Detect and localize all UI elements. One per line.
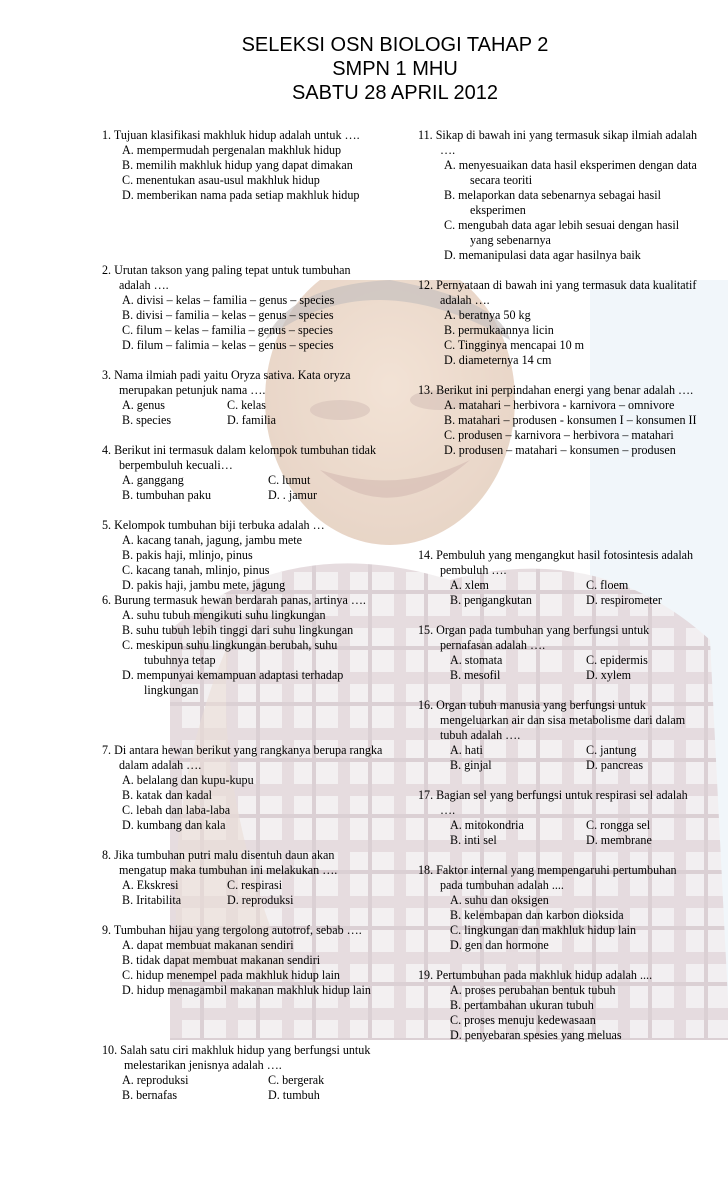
option-c: C. menentukan asau-usul makhluk hidup <box>122 173 320 187</box>
question-11 <box>418 128 698 263</box>
option-b: B. tumbuhan paku <box>122 488 212 502</box>
question-stem: 19. Pertumbuhan pada makhluk hidup adalah .... <box>418 968 653 982</box>
option-b: B. ginjal <box>450 758 492 772</box>
option-c: C. produsen – karnivora – herbivora – matahari <box>444 428 674 442</box>
option-d: D. pakis haji, jambu mete, jagung <box>122 578 286 592</box>
option-d: D. respirometer <box>586 593 662 607</box>
school-name: SMPN 1 MHU <box>332 58 458 80</box>
question-stem: 10. Salah satu ciri makhluk hidup yang berfungsi untuk melestarikan jenisnya adalah …. <box>102 1043 371 1072</box>
question-stem: 13. Berikut ini perpindahan energi yang benar adalah …. <box>418 383 694 397</box>
option-a: A. kacang tanah, jagung, jambu mete <box>122 533 303 547</box>
question-18 <box>418 863 698 953</box>
question-stem: 5. Kelompok tumbuhan biji terbuka adalah … <box>102 518 325 532</box>
option-b: B. matahari – produsen - konsumen I – konsumen II <box>444 413 697 427</box>
option-a: A. beratnya 50 kg <box>444 308 531 322</box>
option-d: D. xylem <box>586 668 632 682</box>
question-stem: 16. Organ tubuh manusia yang berfungsi untuk mengeluarkan air dan sisa metabolisme dari dalam tubuh adalah …. <box>418 698 686 742</box>
question-stem: 1. Tujuan klasifikasi makhluk hidup adalah untuk …. <box>102 128 360 142</box>
question-4 <box>102 443 384 503</box>
question-stem: 14. Pembuluh yang mengangkut hasil fotosintesis adalah pembuluh …. <box>418 548 694 577</box>
question-stem: 8. Jika tumbuhan putri malu disentuh daun akan mengatup maka tumbuhan ini melakukan …. <box>102 848 338 877</box>
option-d: D. familia <box>227 413 277 427</box>
option-d: D. hidup menagambil makanan makhluk hidup lain <box>122 983 371 997</box>
option-d: D. reproduksi <box>227 893 294 907</box>
option-a: A. matahari – herbivora - karnivora – omnivore <box>444 398 675 412</box>
option-b: B. Iritabilita <box>122 893 182 907</box>
option-c: C. meskipun suhu lingkungan berubah, suhu tubuhnya tetap <box>122 638 338 667</box>
option-c: C. lumut <box>268 473 311 487</box>
option-a: A. divisi – kelas – familia – genus – species <box>122 293 335 307</box>
option-b: B. mesofil <box>450 668 501 682</box>
option-a: A. hati <box>450 743 483 757</box>
option-d: D. diameternya 14 cm <box>444 353 552 367</box>
option-a: A. dapat membuat makanan sendiri <box>122 938 294 952</box>
question-stem: 2. Urutan takson yang paling tepat untuk tumbuhan adalah …. <box>102 263 351 292</box>
option-b: B. inti sel <box>450 833 497 847</box>
option-c: C. epidermis <box>586 653 648 667</box>
option-d: D. filum – falimia – kelas – genus – species <box>122 338 334 352</box>
option-b: B. melaporkan data sebenarnya sebagai hasil eksperimen <box>444 188 661 217</box>
option-d: D. penyebaran spesies yang meluas <box>450 1028 622 1042</box>
option-b: B. suhu tubuh lebih tinggi dari suhu lingkungan <box>122 623 354 637</box>
question-5 <box>102 518 384 593</box>
option-a: A. reproduksi <box>122 1073 189 1087</box>
question-stem: 11. Sikap di bawah ini yang termasuk sikap ilmiah adalah …. <box>418 128 697 157</box>
option-a: A. genus <box>122 398 165 412</box>
question-10 <box>102 1043 384 1103</box>
option-d: D. memanipulasi data agar hasilnya baik <box>444 248 641 262</box>
option-b: B. memilih makhluk hidup yang dapat dimakan <box>122 158 353 172</box>
option-d: D. memberikan nama pada setiap makhluk hidup <box>122 188 360 202</box>
question-stem: 9. Tumbuhan hijau yang tergolong autotrof, sebab …. <box>102 923 362 937</box>
option-c: C. floem <box>586 578 629 592</box>
question-3 <box>102 368 384 428</box>
option-c: C. mengubah data agar lebih sesuai dengan hasil yang sebenarnya <box>444 218 680 247</box>
option-a: A. proses perubahan bentuk tubuh <box>450 983 616 997</box>
option-c: C. hidup menempel pada makhluk hidup lain <box>122 968 340 982</box>
option-a: A. suhu tubuh mengikuti suhu lingkungan <box>122 608 326 622</box>
question-19 <box>418 968 698 1043</box>
question-stem: 18. Faktor internal yang mempengaruhi pertumbuhan pada tumbuhan adalah .... <box>418 863 677 892</box>
option-c: C. bergerak <box>268 1073 325 1087</box>
option-c: C. kelas <box>227 398 266 412</box>
question-stem: 17. Bagian sel yang berfungsi untuk respirasi sel adalah …. <box>418 788 688 817</box>
option-d: D. pancreas <box>586 758 644 772</box>
option-b: B. bernafas <box>122 1088 178 1102</box>
option-a: A. ganggang <box>122 473 184 487</box>
question-stem: 3. Nama ilmiah padi yaitu Oryza sativa. Kata oryza merupakan petunjuk nama …. <box>102 368 351 397</box>
option-d: D. tumbuh <box>268 1088 320 1102</box>
option-b: B. pakis haji, mlinjo, pinus <box>122 548 253 562</box>
option-a: A. stomata <box>450 653 503 667</box>
option-a: A. belalang dan kupu-kupu <box>122 773 254 787</box>
option-a: A. mempermudah pergenalan makhluk hidup <box>122 143 342 157</box>
question-7 <box>102 743 384 833</box>
exam-date: SABTU 28 APRIL 2012 <box>291 82 499 104</box>
document-header <box>0 33 728 105</box>
question-15 <box>418 623 698 683</box>
option-a: A. mitokondria <box>450 818 524 832</box>
option-d: D. . jamur <box>268 488 318 502</box>
option-b: B. pengangkutan <box>450 593 532 607</box>
option-d: D. kumbang dan kala <box>122 818 226 832</box>
option-b: B. pertambahan ukuran tubuh <box>450 998 594 1012</box>
option-b: B. divisi – familia – kelas – genus – species <box>122 308 334 322</box>
question-1 <box>102 128 384 203</box>
question-6 <box>102 593 384 698</box>
option-b: B. kelembapan dan karbon dioksida <box>450 908 624 922</box>
question-9 <box>102 923 384 998</box>
option-c: C. rongga sel <box>586 818 651 832</box>
option-c: C. jantung <box>586 743 637 757</box>
option-c: C. kacang tanah, mlinjo, pinus <box>122 563 270 577</box>
question-stem: 15. Organ pada tumbuhan yang berfungsi untuk pernafasan adalah …. <box>418 623 650 652</box>
question-stem: 7. Di antara hewan berikut yang rangkanya berupa rangka dalam adalah …. <box>102 743 383 772</box>
option-c: C. filum – kelas – familia – genus – species <box>122 323 333 337</box>
question-12 <box>418 278 698 368</box>
option-c: C. lingkungan dan makhluk hidup lain <box>450 923 637 937</box>
option-b: B. species <box>122 413 172 427</box>
option-c: C. proses menuju kedewasaan <box>450 1013 596 1027</box>
question-2 <box>102 263 384 353</box>
option-b: B. tidak dapat membuat makanan sendiri <box>122 953 321 967</box>
option-a: A. suhu dan oksigen <box>450 893 549 907</box>
option-d: D. membrane <box>586 833 652 847</box>
question-stem: 4. Berikut ini termasuk dalam kelompok tumbuhan tidak berpembuluh kecuali… <box>102 443 377 472</box>
option-d: D. produsen – matahari – konsumen – produsen <box>444 443 676 457</box>
option-c: C. respirasi <box>227 878 283 892</box>
option-a: A. menyesuaikan data hasil eksperimen dengan data secara teoriti <box>444 158 697 187</box>
question-14 <box>418 548 698 608</box>
option-c: C. lebah dan laba-laba <box>122 803 231 817</box>
option-b: B. katak dan kadal <box>122 788 213 802</box>
option-a: A. xlem <box>450 578 489 592</box>
question-16 <box>418 698 698 773</box>
question-8 <box>102 848 384 908</box>
option-d: D. mempunyai kemampuan adaptasi terhadap lingkungan <box>122 668 344 697</box>
option-a: A. Ekskresi <box>122 878 179 892</box>
question-17 <box>418 788 698 848</box>
question-13 <box>418 383 698 458</box>
question-stem: 12. Pernyataan di bawah ini yang termasuk data kualitatif adalah …. <box>418 278 697 307</box>
option-c: C. Tingginya mencapai 10 m <box>444 338 585 352</box>
option-b: B. permukaannya licin <box>444 323 554 337</box>
question-stem: 6. Burung termasuk hewan berdarah panas, artinya …. <box>102 593 366 607</box>
exam-title: SELEKSI OSN BIOLOGI TAHAP 2 <box>241 34 549 56</box>
option-d: D. gen dan hormone <box>450 938 549 952</box>
